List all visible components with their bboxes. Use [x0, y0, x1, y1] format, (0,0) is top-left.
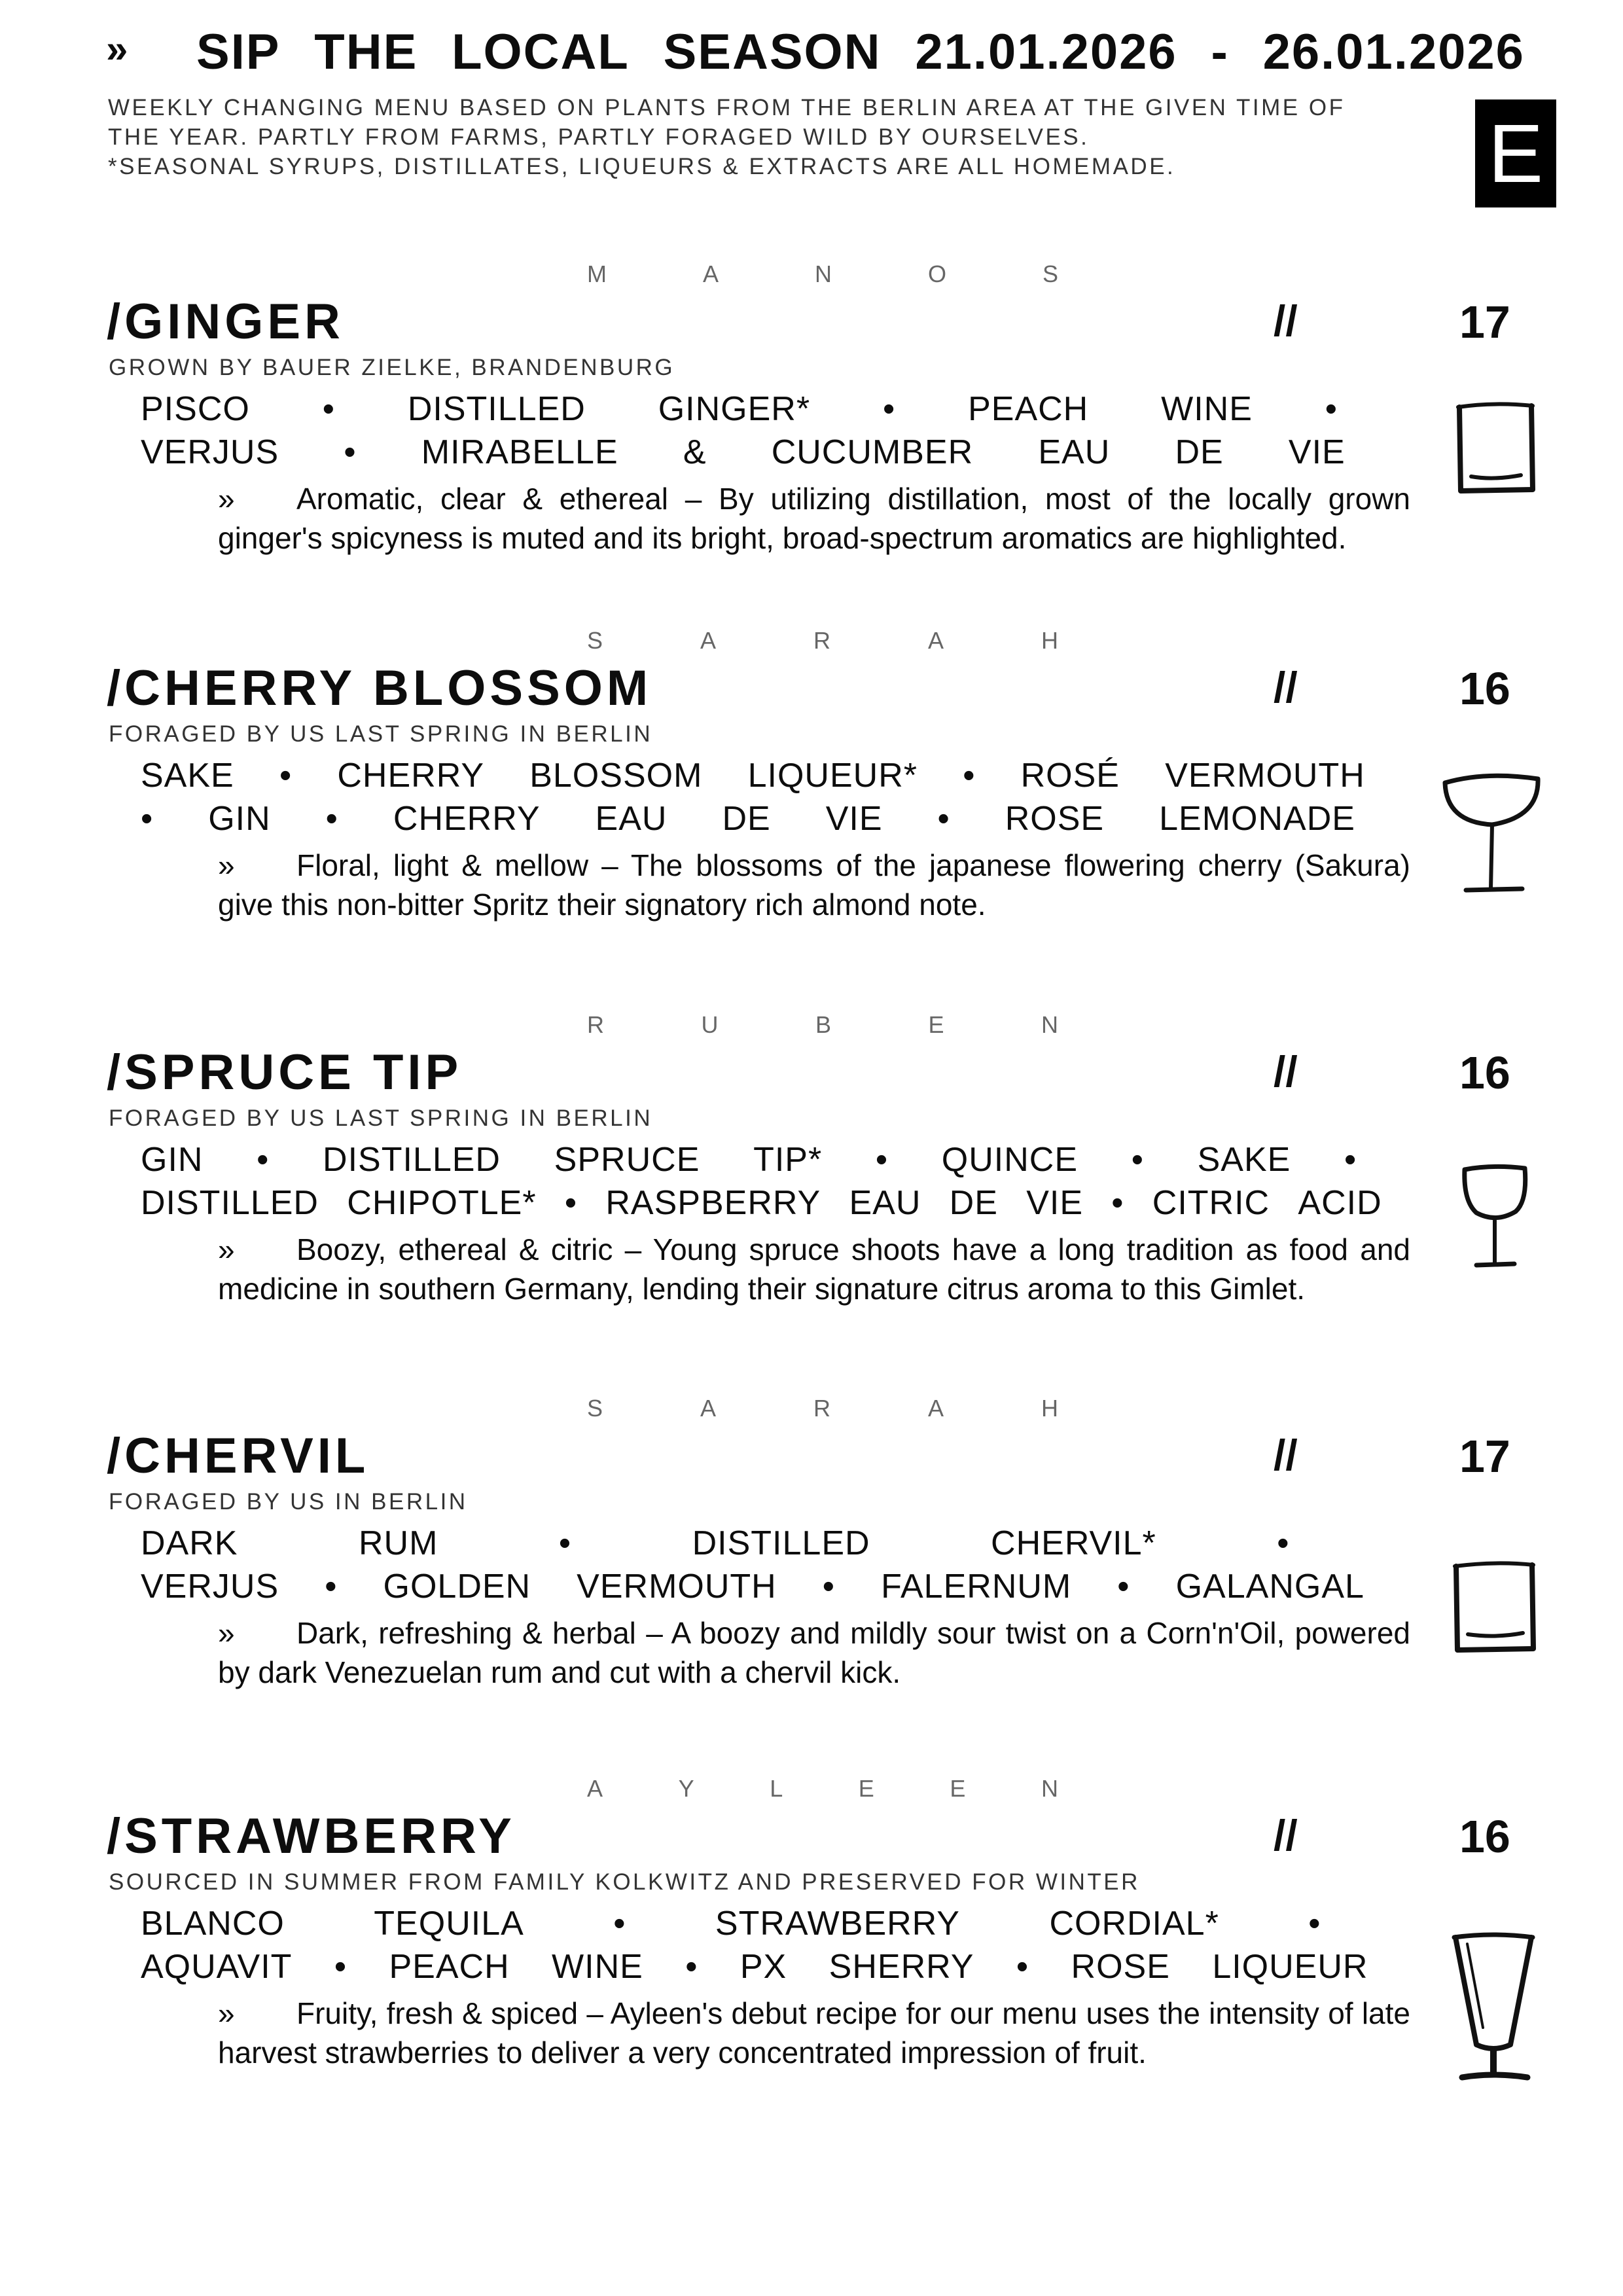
bartender-name: [587, 1011, 1058, 1039]
drink-source: GROWN BY BAUER ZIELKE, BRANDENBURG: [109, 355, 675, 380]
ingredient-line: VERJUS • MIRABELLE & CUCUMBER EAU DE VIE: [141, 433, 1346, 471]
bartender-letter: Y: [678, 1775, 694, 1802]
ingredient-line: SAKE • CHERRY BLOSSOM LIQUEUR* • ROSÉ VERMOUTH: [141, 757, 1365, 795]
bartender-letter: N: [1041, 1011, 1058, 1038]
ingredient-list: [141, 1902, 1410, 1988]
ingredient-list: [141, 387, 1410, 474]
nick-and-nora-glass-icon: [1459, 1162, 1531, 1273]
footed-highball-glass-icon: [1448, 1929, 1539, 2087]
drink-description: [218, 1994, 1410, 2072]
ingredient-line: BLANCO TEQUILA • STRAWBERRY CORDIAL* •: [141, 1905, 1321, 1943]
drink-price: 16: [1459, 1047, 1510, 1098]
drink-price: 16: [1459, 1811, 1510, 1862]
drink-name: /SPRUCE TIP: [107, 1045, 463, 1100]
ingredient-line: AQUAVIT • PEACH WINE • PX SHERRY • ROSE LIQUEUR: [141, 1948, 1368, 1986]
bartender-name: [587, 1395, 1058, 1422]
bartender-letter: S: [587, 1395, 603, 1422]
bartender-letter: A: [700, 627, 717, 654]
intro-line: *SEASONAL SYRUPS, DISTILLATES, LIQUEURS & EXTRACTS ARE ALL HOMEMADE.: [108, 154, 1176, 179]
drink-description: [218, 1613, 1410, 1692]
drink-spruce-tip: [0, 1011, 1623, 1378]
header-arrow: »: [106, 27, 128, 71]
drink-description: [218, 846, 1410, 924]
logo: E: [1475, 99, 1556, 207]
ingredient-line: GIN • DISTILLED SPRUCE TIP* • QUINCE • SAKE •: [141, 1141, 1357, 1179]
bartender-letter: H: [1041, 1395, 1058, 1422]
bartender-letter: E: [950, 1775, 966, 1802]
drink-name: /CHERRY BLOSSOM: [107, 660, 652, 716]
description-text: Aromatic, clear & ethereal – By utilizing distillation, most of the locally grown ginger's spicyness is muted and its bright, broad-spectrum aromatics are highlighted.: [218, 482, 1410, 555]
drink-source: FORAGED BY US IN BERLIN: [109, 1489, 468, 1515]
ingredient-list: [141, 1138, 1410, 1225]
drink-name: /STRAWBERRY: [107, 1808, 516, 1864]
description-marker: »: [218, 1996, 235, 2030]
bartender-letter: A: [700, 1395, 717, 1422]
description-marker: »: [218, 1232, 235, 1266]
description-marker: »: [218, 848, 235, 882]
bartender-letter: R: [587, 1011, 604, 1038]
bartender-letter: B: [815, 1011, 831, 1038]
bartender-letter: E: [858, 1775, 874, 1802]
bartender-name: [587, 260, 1058, 288]
bartender-letter: N: [1041, 1775, 1058, 1802]
drink-description: [218, 1230, 1410, 1308]
bartender-letter: U: [701, 1011, 719, 1038]
description-text: Dark, refreshing & herbal – A boozy and mildly sour twist on a Corn'n'Oil, powered by dark Venezuelan rum and cut with a chervil kick.: [218, 1616, 1410, 1689]
bartender-letter: A: [587, 1775, 603, 1802]
price-separator: //: [1274, 1431, 1298, 1479]
bartender-letter: A: [927, 627, 944, 654]
drink-strawberry: [0, 1775, 1623, 2142]
ingredient-line: DISTILLED CHIPOTLE* • RASPBERRY EAU DE VIE • CITRIC ACID: [141, 1184, 1382, 1222]
ingredient-line: • GIN • CHERRY EAU DE VIE • ROSE LEMONADE: [141, 800, 1355, 838]
ingredient-line: PISCO • DISTILLED GINGER* • PEACH WINE •: [141, 390, 1338, 428]
drink-name: /CHERVIL: [107, 1428, 370, 1484]
drink-source: SOURCED IN SUMMER FROM FAMILY KOLKWITZ AND PRESERVED FOR WINTER: [109, 1869, 1140, 1895]
description-marker: »: [218, 1616, 235, 1650]
coupe-glass-icon: [1440, 767, 1544, 898]
page-title: SIP THE LOCAL SEASON 21.01.2026 - 26.01.2026: [196, 24, 1525, 80]
intro-line: WEEKLY CHANGING MENU BASED ON PLANTS FROM THE BERLIN AREA AT THE GIVEN TIME OF: [108, 95, 1346, 120]
bartender-letter: O: [927, 260, 946, 287]
description-marker: »: [218, 482, 235, 516]
description-text: Fruity, fresh & spiced – Ayleen's debut recipe for our menu uses the intensity of late harvest strawberries to deliver a very concentrated impression of fruit.: [218, 1996, 1410, 2070]
bartender-letter: H: [1041, 627, 1058, 654]
bartender-letter: E: [928, 1011, 944, 1038]
bartender-name: [587, 627, 1058, 655]
intro-line: THE YEAR. PARTLY FROM FARMS, PARTLY FORAGED WILD BY OURSELVES.: [108, 124, 1090, 150]
drink-description: [218, 479, 1410, 558]
ingredient-line: DARK RUM • DISTILLED CHERVIL* •: [141, 1524, 1290, 1562]
ingredient-line: VERJUS • GOLDEN VERMOUTH • FALERNUM • GALANGAL: [141, 1568, 1364, 1605]
bartender-letter: S: [1042, 260, 1058, 287]
bartender-letter: A: [702, 260, 719, 287]
bartender-name: [587, 1775, 1058, 1803]
description-text: Floral, light & mellow – The blossoms of the japanese flowering cherry (Sakura) give this non-bitter Spritz their signatory rich almond note.: [218, 848, 1410, 922]
drink-source: FORAGED BY US LAST SPRING IN BERLIN: [109, 721, 653, 747]
drink-chervil: [0, 1395, 1623, 1761]
intro-text: [108, 93, 1430, 181]
price-separator: //: [1274, 296, 1298, 345]
rocks-glass-icon: [1450, 1558, 1541, 1657]
drink-name: /GINGER: [107, 294, 344, 350]
ingredient-list: [141, 1522, 1410, 1608]
bartender-letter: S: [587, 627, 603, 654]
bartender-letter: M: [587, 260, 607, 287]
drink-price: 17: [1459, 1431, 1510, 1482]
drink-price: 16: [1459, 663, 1510, 714]
bartender-letter: R: [813, 627, 830, 654]
bartender-letter: R: [813, 1395, 830, 1422]
bartender-letter: L: [770, 1775, 783, 1802]
price-separator: //: [1274, 1811, 1298, 1859]
drink-source: FORAGED BY US LAST SPRING IN BERLIN: [109, 1105, 653, 1131]
bartender-letter: N: [814, 260, 832, 287]
rocks-glass-icon: [1454, 399, 1539, 497]
description-text: Boozy, ethereal & citric – Young spruce shoots have a long tradition as food and medicine in southern Germany, lending their signature citrus aroma to this Gimlet.: [218, 1232, 1410, 1306]
ingredient-list: [141, 754, 1410, 840]
drink-ginger: [0, 260, 1623, 627]
drink-price: 17: [1459, 296, 1510, 348]
drink-cherry-blossom: [0, 627, 1623, 994]
price-separator: //: [1274, 1047, 1298, 1096]
price-separator: //: [1274, 663, 1298, 711]
bartender-letter: A: [927, 1395, 944, 1422]
